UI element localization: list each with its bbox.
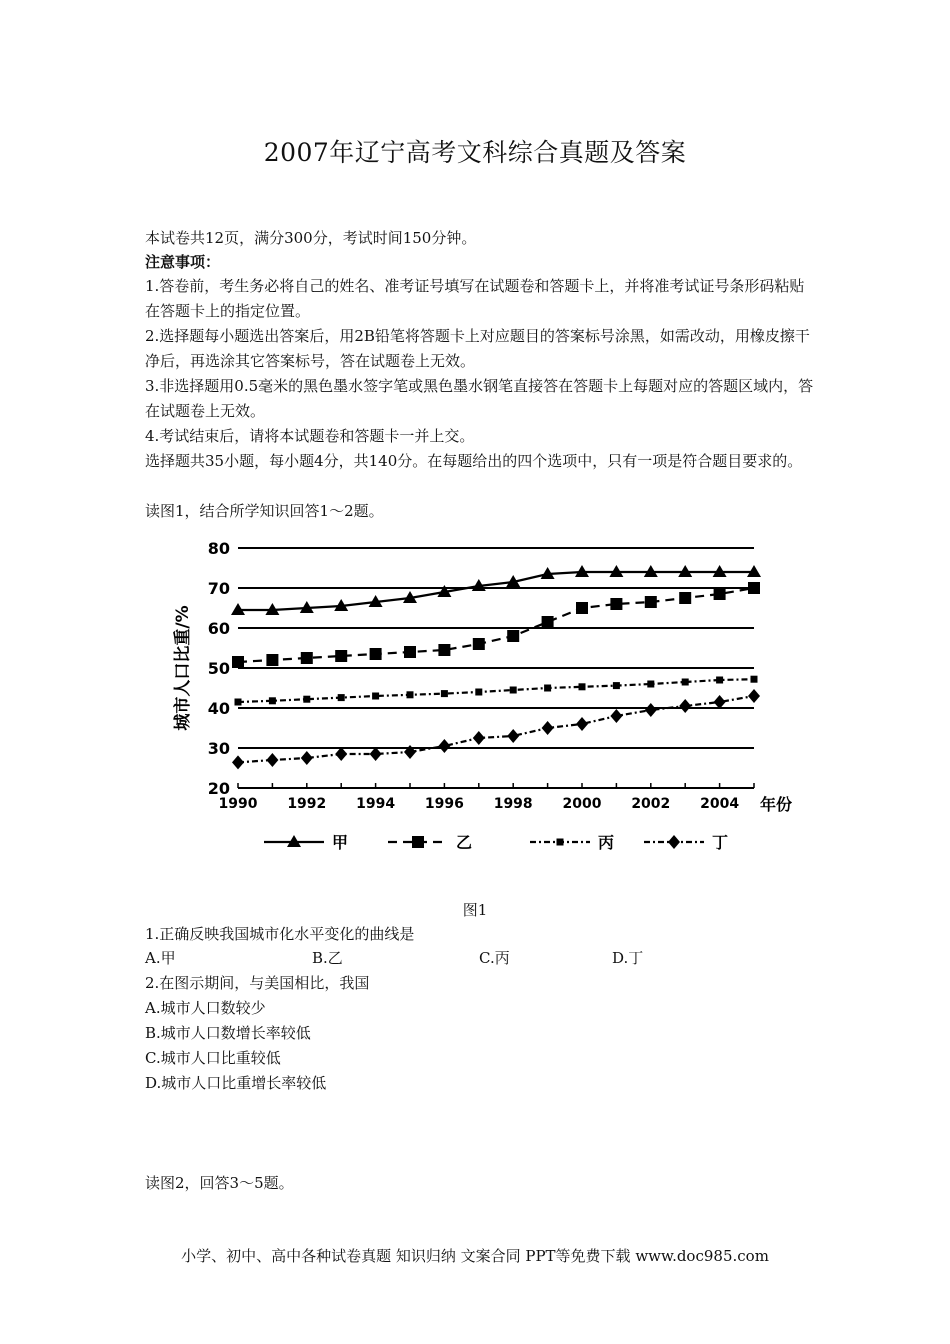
data-point <box>370 648 382 660</box>
series-line-3 <box>238 679 754 702</box>
x-tick-label: 2002 <box>631 796 671 812</box>
read-figure-2-instruction: 读图2，回答3～5题。 <box>145 1174 294 1192</box>
question-2-option-b: B.城市人口数增长率较低 <box>145 1024 311 1042</box>
data-point <box>235 699 242 706</box>
data-point <box>269 697 276 704</box>
data-point <box>232 755 244 769</box>
legend-label: 丁 <box>712 833 729 852</box>
figure-1-chart <box>160 530 800 860</box>
question-1-option-c: C.丙 <box>479 949 510 967</box>
data-point <box>610 598 622 610</box>
notice-item-2: 2.选择题每小题选出答案后，用2B铅笔将答题卡上对应题目的答案标号涂黑，如需改动，用橡皮擦干净后，再选涂其它答案标号，答在试题卷上无效。 <box>145 327 810 370</box>
data-point <box>645 703 657 717</box>
data-point <box>441 690 448 697</box>
data-point <box>438 739 450 753</box>
data-point <box>303 696 310 703</box>
data-point <box>645 596 657 608</box>
x-tick-label: 1992 <box>287 796 327 812</box>
data-point <box>338 694 345 701</box>
question-2-stem: 2.在图示期间，与美国相比，我国 <box>145 974 370 992</box>
data-point <box>751 676 758 683</box>
data-point <box>507 630 519 642</box>
data-point <box>679 699 691 713</box>
data-point <box>613 682 620 689</box>
data-point <box>579 683 586 690</box>
data-point <box>473 638 485 650</box>
question-1-option-a: A.甲 <box>145 949 176 967</box>
section-intro: 选择题共35小题，每小题4分，共140分。在每题给出的四个选项中，只有一项是符合题目要求的。 <box>145 452 803 470</box>
y-tick-label: 20 <box>207 779 230 798</box>
question-2-option-a: A.城市人口数较少 <box>145 999 266 1017</box>
legend-marker <box>668 835 680 849</box>
x-tick-label: 1994 <box>356 796 396 812</box>
data-point <box>507 729 519 743</box>
data-point <box>714 588 726 600</box>
data-point <box>473 731 485 745</box>
data-point <box>682 679 689 686</box>
series-line-4 <box>238 696 754 762</box>
notice-heading: 注意事项： <box>145 253 221 271</box>
data-point <box>576 717 588 731</box>
data-point <box>266 654 278 666</box>
data-point <box>542 616 554 628</box>
data-point <box>748 689 760 703</box>
y-tick-label: 80 <box>207 539 230 558</box>
series-line-1 <box>238 572 754 610</box>
data-point <box>576 602 588 614</box>
x-tick-label: 1996 <box>424 796 464 812</box>
question-1-option-d: D.丁 <box>612 949 644 967</box>
data-point <box>510 687 517 694</box>
legend-marker <box>557 839 564 846</box>
x-axis-label: 年份 <box>760 795 793 814</box>
data-point <box>714 695 726 709</box>
y-tick-label: 70 <box>207 579 230 598</box>
question-1-option-b: B.乙 <box>312 949 343 967</box>
page-footer: 小学、初中、高中各种试卷真题 知识归纳 文案合同 PPT等免费下载 www.doc985.com <box>181 1247 769 1265</box>
x-tick-label: 2000 <box>562 796 602 812</box>
x-tick-label: 2004 <box>700 796 740 812</box>
question-2-option-d: D.城市人口比重增长率较低 <box>145 1074 327 1092</box>
data-point <box>647 681 654 688</box>
y-tick-label: 30 <box>207 739 230 758</box>
question-2-option-c: C.城市人口比重较低 <box>145 1049 281 1067</box>
data-point <box>335 747 347 761</box>
data-point <box>716 677 723 684</box>
y-tick-label: 60 <box>207 619 230 638</box>
notice-item-4: 4.考试结束后，请将本试题卷和答题卡一并上交。 <box>145 427 475 445</box>
data-point <box>407 691 414 698</box>
data-point <box>438 644 450 656</box>
data-point <box>475 689 482 696</box>
y-tick-label: 50 <box>207 659 230 678</box>
read-figure-1-instruction: 读图1，结合所学知识回答1～2题。 <box>145 502 384 520</box>
legend-label: 甲 <box>332 833 349 852</box>
data-point <box>372 693 379 700</box>
x-tick-label: 1990 <box>218 796 258 812</box>
y-axis-label: 城市人口比重/% <box>173 605 193 731</box>
data-point <box>542 721 554 735</box>
y-tick-label: 40 <box>207 699 230 718</box>
data-point <box>301 751 313 765</box>
x-tick-label: 1998 <box>493 796 533 812</box>
data-point <box>748 582 760 594</box>
data-point <box>404 646 416 658</box>
question-1-stem: 1.正确反映我国城市化水平变化的曲线是 <box>145 925 415 943</box>
data-point <box>370 747 382 761</box>
series-line-2 <box>238 588 754 662</box>
data-point <box>544 685 551 692</box>
figure-caption: 图1 <box>462 901 488 919</box>
legend-marker <box>412 836 424 848</box>
data-point <box>679 592 691 604</box>
document-title: 2007年辽宁高考文科综合真题及答案 <box>263 138 687 167</box>
data-point <box>610 709 622 723</box>
legend-label: 乙 <box>456 833 473 852</box>
exam-intro: 本试卷共12页，满分300分，考试时间150分钟。 <box>145 229 477 247</box>
data-point <box>232 656 244 668</box>
question-1-options <box>145 946 815 970</box>
data-point <box>335 650 347 662</box>
data-point <box>266 753 278 767</box>
notice-item-3: 3.非选择题用0.5毫米的黑色墨水签字笔或黑色墨水钢笔直接答在答题卡上每题对应的答题区域内，答在试题卷上无效。 <box>145 377 814 420</box>
notice-item-1: 1.答卷前，考生务必将自己的姓名、准考证号填写在试题卷和答题卡上，并将准考试证号条形码粘贴在答题卡上的指定位置。 <box>145 277 805 320</box>
legend-label: 丙 <box>598 833 615 852</box>
data-point <box>301 652 313 664</box>
